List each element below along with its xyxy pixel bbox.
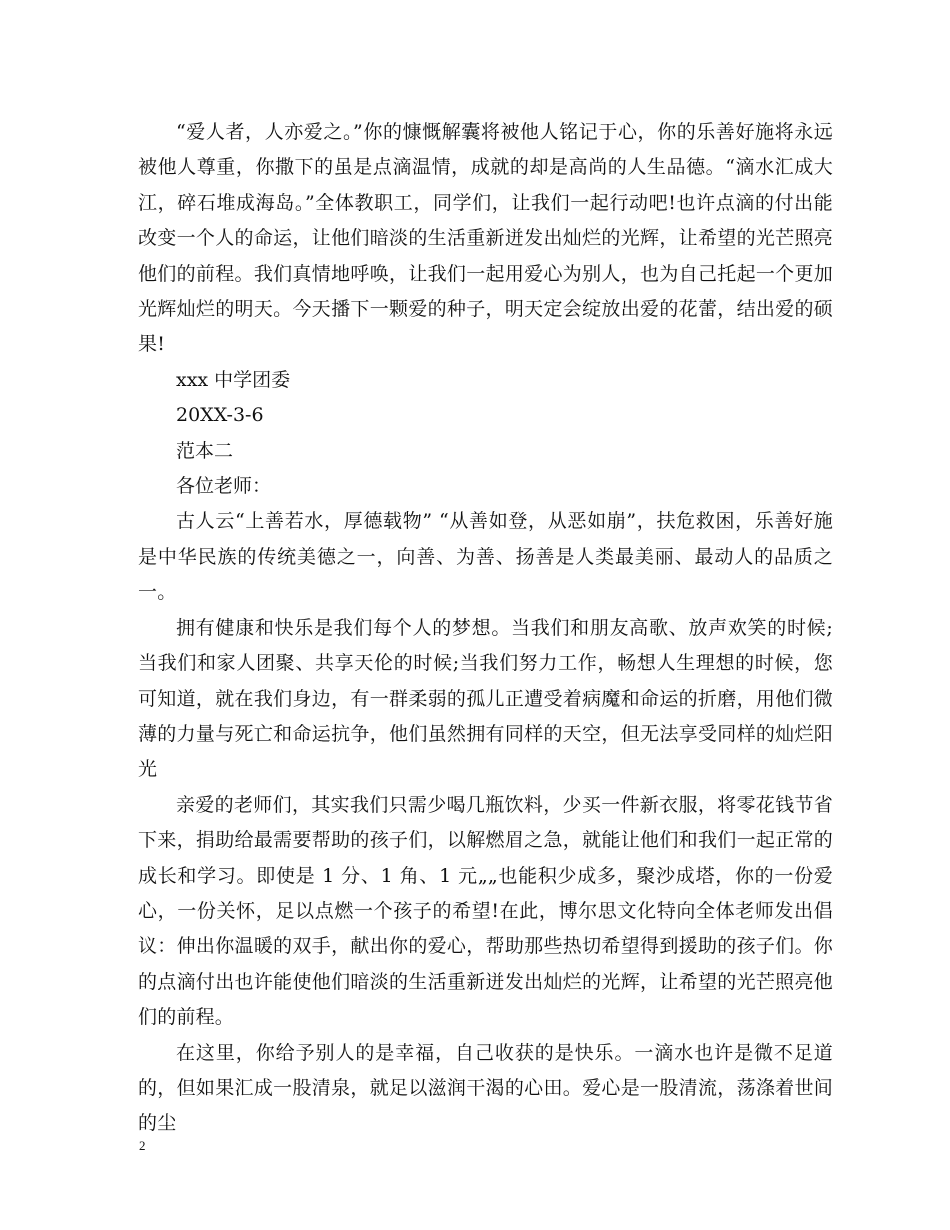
section-title: 范本二 <box>176 439 234 462</box>
page-number: 2 <box>139 1138 146 1153</box>
document-body <box>138 115 833 1142</box>
salutation: 各位老师： <box>176 475 272 498</box>
paragraph-happiness: 在这里，你给予别人的是幸福，自己收获的是快乐。一滴水也许是微不足道的，但如果汇成一股清泉，就足以滋润干渴的心田。爱心是一股清流，荡涤着世间的尘 <box>138 1041 833 1135</box>
signature-date: 20XX-3-6 <box>176 404 264 427</box>
signature-organization: xxx 中学团委 <box>176 368 291 391</box>
paragraph-intro: 古人云“上善若水，厚德载物” “从善如登，从恶如崩”，扶危救困，乐善好施是中华民族的传统美德之一，向善、为善、扬善是人类最美丽、最动人的品质之一。 <box>138 510 833 604</box>
paragraph-dream: 拥有健康和快乐是我们每个人的梦想。当我们和朋友高歌、放声欢笑的时候;当我们和家人团聚、共享天伦的时候;当我们努力工作，畅想人生理想的时候，您可知道，就在我们身边，有一群柔弱的孤儿正遭受着病魔和命运的折磨，用他们微薄的力量与死亡和命运抗争，他们虽然拥有同样的天空，但无法享受同样的灿烂阳光 <box>138 616 833 781</box>
paragraph-appeal: 亲爱的老师们，其实我们只需少喝几瓶饮料，少买一件新衣服，将零花钱节省下来，捐助给最需要帮助的孩子们，以解燃眉之急，就能让他们和我们一起正常的成长和学习。即使是 1 分、1 角、1 元„„也能积少成多，聚沙成塔，你的一份爱心，一份关怀，足以点燃一个孩子的希望!在此，博尔思文化特向全体老师发出倡议：伸出你温暖的双手，献出你的爱心，帮助那些热切希望得到援助的孩子们。你的点滴付出也许能使他们暗淡的生活重新迸发出灿烂的光辉，让希望的光芒照亮他们的前程。 <box>138 793 833 1029</box>
paragraph-closing-appeal: “爱人者，人亦爱之。”你的慷慨解囊将被他人铭记于心，你的乐善好施将永远被他人尊重，你撒下的虽是点滴温情，成就的却是高尚的人生品德。“滴水汇成大江，碎石堆成海岛。”全体教职工，同学们，让我们一起行动吧!也许点滴的付出能改变一个人的命运，让他们暗淡的生活重新迸发出灿烂的光辉，让希望的光芒照亮他们的前程。我们真情地呼唤，让我们一起用爱心为别人，也为自己托起一个更加光辉灿烂的明天。今天播下一颗爱的种子，明天定会绽放出爱的花蕾，结出爱的硕果! <box>138 121 833 356</box>
